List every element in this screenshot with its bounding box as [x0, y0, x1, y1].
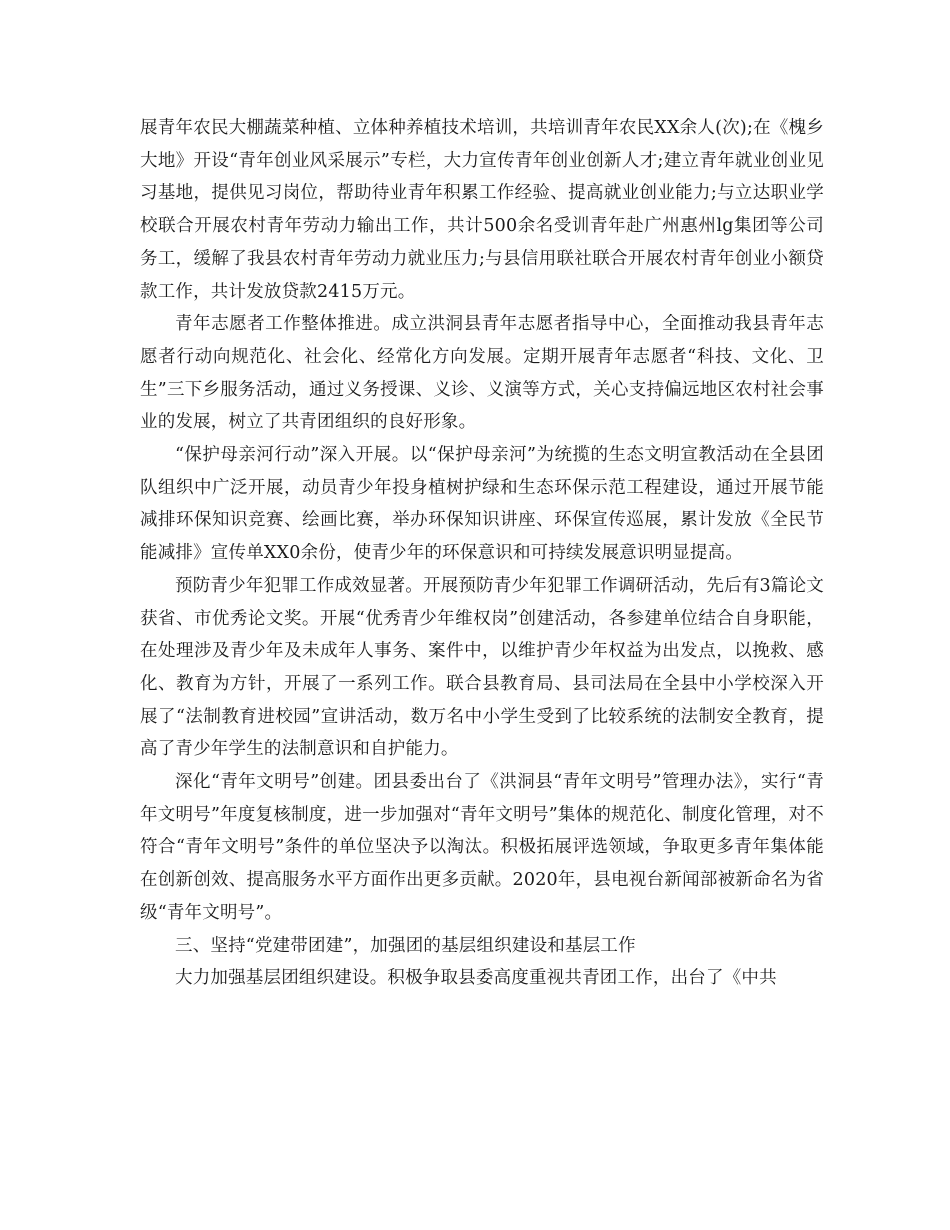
paragraph-youth-volunteers: 青年志愿者工作整体推进。成立洪洞县青年志愿者指导中心，全面推动我县青年志愿者行动向规范化、社会化、经常化方向发展。定期开展青年志愿者“科技、文化、卫生”三下乡服务活动，通过义务授课、义诊、义演等方式，关心支持偏远地区农村社会事业的发展，树立了共青团组织的良好形象。: [140, 314, 824, 433]
paragraph-protect-mother-river: “保护母亲河行动”深入开展。以“保护母亲河”为统揽的生态文明宣教活动在全县团队组织中广泛开展，动员青少年投身植树护绿和生态环保示范工程建设，通过开展节能减排环保知识竞赛、绘画比赛，举办环保知识讲座、环保宣传巡展，累计发放《全民节能减排》宣传单XX0余份，使青少年的环保意识和可持续发展意识明显提高。: [140, 445, 824, 564]
paragraph-grassroots-organization: 大力加强基层团组织建设。积极争取县委高度重视共青团工作，出台了《中共: [175, 968, 777, 989]
paragraph-crime-prevention: 预防青少年犯罪工作成效显著。开展预防青少年犯罪工作调研活动，先后有3篇论文获省、市优秀论文奖。开展“优秀青少年维权岗”创建活动，各参建单位结合自身职能，在处理涉及青少年及未成年人事务、案件中，以维护青少年权益为出发点，以挽救、感化、教育为方针，开展了一系列工作。联合县教育局、县司法局在全县中小学校深入开展了“法制教育进校园”宣讲活动，数万名中小学生受到了比较系统的法制安全教育，提高了青少年学生的法制意识和自护能力。: [140, 575, 824, 760]
document-body: [140, 112, 824, 995]
paragraph-youth-civilization: 深化“青年文明号”创建。团县委出台了《洪洞县“青年文明号”管理办法》，实行“青年文明号”年度复核制度，进一步加强对“青年文明号”集体的规范化、制度化管理，对不符合“青年文明号”条件的单位坚决予以淘汰。积极拓展评选领域，争取更多青年集体能在创新创效、提高服务水平方面作出更多贡献。2020年，县电视台新闻部被新命名为省级“青年文明号”。: [140, 772, 824, 923]
paragraph-youth-employment: 展青年农民大棚蔬菜种植、立体种养植技术培训，共培训青年农民XX余人(次);在《槐乡大地》开设“青年创业风采展示”专栏，大力宣传青年创业创新人才;建立青年就业创业见习基地，提供见习岗位，帮助待业青年积累工作经验、提高就业创业能力;与立达职业学校联合开展农村青年劳动力输出工作，共计500余名受训青年赴广州惠州lg集团等公司务工，缓解了我县农村青年劳动力就业压力;与县信用联社联合开展农村青年创业小额贷款工作，共计发放贷款2415万元。: [140, 118, 824, 302]
section-heading-party-building: 三、坚持“党建带团建”，加强团的基层组织建设和基层工作: [175, 935, 636, 956]
